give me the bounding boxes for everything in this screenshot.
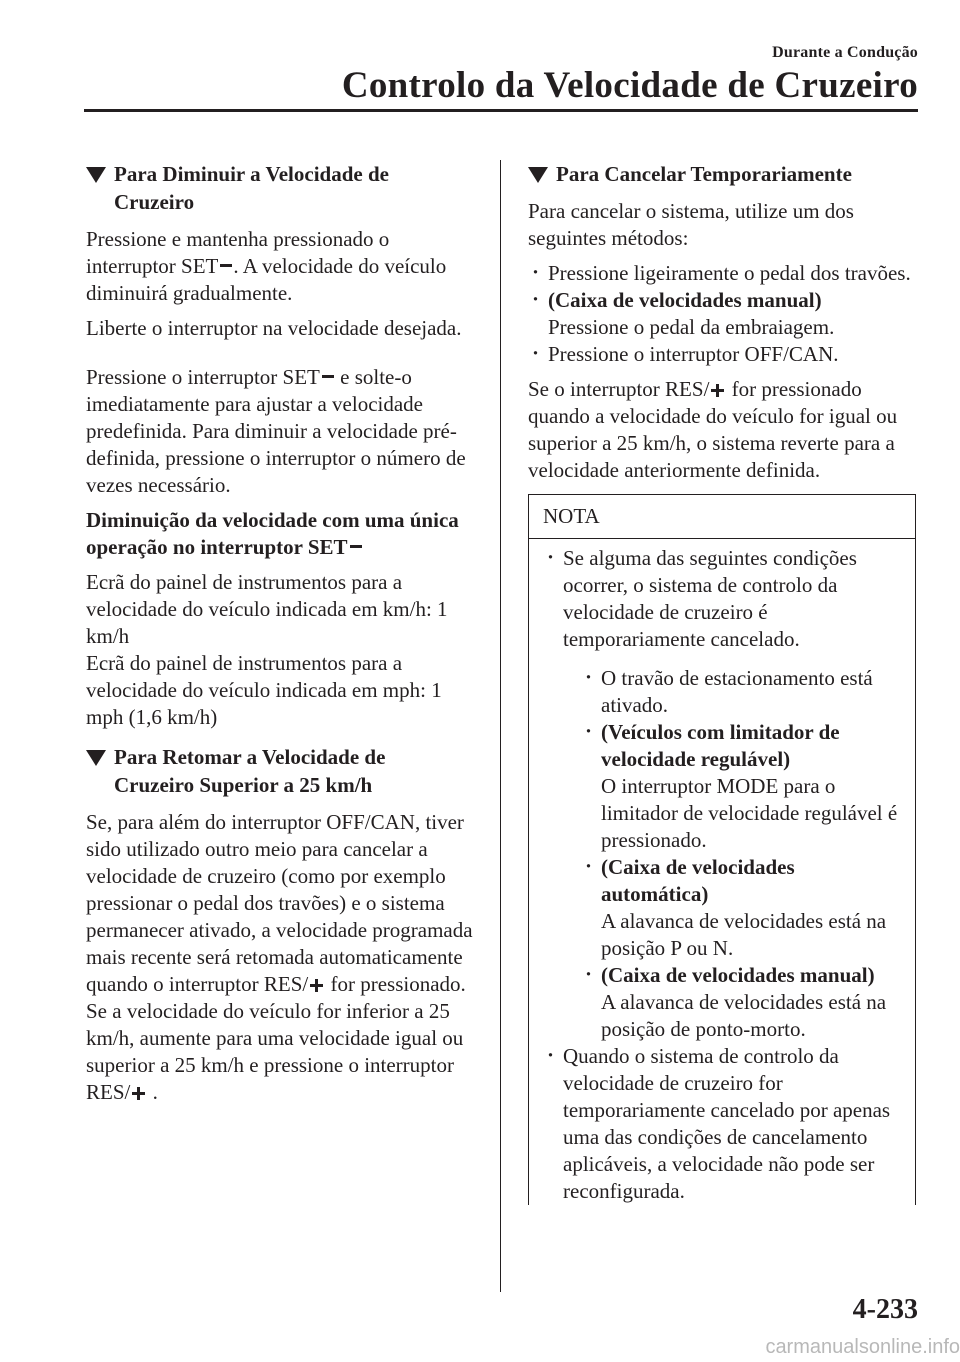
note-body	[529, 539, 915, 1205]
heading-diminuir	[86, 160, 478, 216]
list-item: · Pressione o interruptor OFF/CAN.	[528, 341, 920, 368]
list-item: · (Caixa de velocidades manual) A alavanca de velocidades está na posição de ponto-morto.	[581, 962, 901, 1043]
heading-cancelar: Para Cancelar Temporariamente	[528, 160, 920, 188]
paragraph: Para cancelar o sistema, utilize um dos seguintes métodos:	[528, 199, 854, 250]
paragraph: Ecrã do painel de instrumentos para a velocidade do veículo indicada em km/h: 1 km/h	[86, 570, 448, 648]
heading-retomar: Para Retomar a Velocidade de Cruzeiro Superior a 25 km/h	[86, 743, 478, 799]
page-title: Controlo da Velocidade de Cruzeiro	[341, 65, 918, 106]
note-box	[528, 494, 916, 1205]
paragraph: Pressione e mantenha pressionado o interruptor SET . A velocidade do veículo diminuirá gradualmente.	[86, 227, 447, 305]
triangle-marker-icon	[86, 750, 106, 766]
list-item: · O travão de estacionamento está ativado.	[581, 665, 901, 719]
list-item: · (Caixa de velocidades automática) A alavanca de velocidades está na posição P ou N.	[581, 854, 901, 962]
column-divider	[500, 160, 501, 1292]
paragraph: Pressione o interruptor SET e solte-o imediatamente para ajustar a velocidade predefinida. Para diminuir a velocidade pré-definida, pressione o interruptor o número de vezes necessário.	[86, 365, 466, 497]
cancel-methods-list	[528, 260, 920, 368]
paragraph: Liberte o interruptor na velocidade desejada.	[86, 316, 462, 340]
minus-icon	[220, 264, 232, 267]
plus-icon	[132, 1087, 145, 1100]
watermark: carmanualsonline.info	[765, 1336, 960, 1358]
plus-icon	[711, 384, 724, 397]
paragraph: Se o interruptor RES/ for pressionado quando a velocidade do veículo for igual ou superior a 25 km/h, o sistema reverte para a velocidade anteriormente definida.	[528, 377, 898, 482]
right-column	[528, 160, 920, 1205]
minus-icon	[350, 545, 362, 548]
list-item: · (Veículos com limitador de velocidade regulável) O interruptor MODE para o limitador de velocidade regulável é pressionado.	[581, 719, 901, 854]
paragraph: Se a velocidade do veículo for inferior a 25 km/h, aumente para uma velocidade igual ou superior a 25 km/h e pressione o interruptor RES/ .	[86, 999, 464, 1104]
paragraph: Se, para além do interruptor OFF/CAN, tiver sido utilizado outro meio para cancelar a velocidade de cruzeiro (como por exemplo pressionar o pedal dos travões) e o sistema permanecer ativado, a velocidade programada mais recente será retomada automaticamente quando o interruptor RES/ for pressionado.	[86, 810, 473, 996]
triangle-marker-icon	[86, 167, 106, 183]
list-item: · Quando o sistema de controlo da velocidade de cruzeiro for temporariamente cancelado por apenas uma das condições de cancelamento aplicáveis, a velocidade não pode ser reconfigurada.	[543, 1043, 901, 1205]
header-rule	[84, 109, 918, 112]
list-item: · (Caixa de velocidades manual) Pressione o pedal da embraiagem.	[528, 287, 920, 341]
paragraph: Ecrã do painel de instrumentos para a velocidade do veículo indicada em mph: 1 mph (1,6 km/h)	[86, 651, 442, 729]
heading-line1: Para Diminuir a Velocidade de	[114, 162, 389, 186]
list-item: · Se alguma das seguintes condições ocorrer, o sistema de controlo da velocidade de cruzeiro é temporariamente cancelado. · O travão de estacionamento está ativado. · (Veículos com limitador de velocidade regulável) O interruptor MODE para o limitador de velocidade regulável é pressionado. · (Caixa de velocidades automática) A alavanca de velocidades está na posição P ou N. · (Caixa de velocidades manual) A alavanca de velocidades está na posição de ponto-morto.	[543, 545, 901, 1043]
subheading-single-operation: Diminuição da velocidade com uma única operação no interruptor SET	[86, 508, 459, 559]
note-title: NOTA	[529, 495, 915, 539]
list-item: · Pressione ligeiramente o pedal dos travões.	[528, 260, 920, 287]
minus-icon	[322, 375, 334, 378]
left-column	[86, 160, 478, 1114]
section-label: Durante a Condução	[772, 44, 918, 61]
plus-icon	[310, 979, 323, 992]
heading-line2: Cruzeiro	[114, 190, 195, 214]
page-number: 4-233	[852, 1294, 918, 1325]
triangle-marker-icon	[528, 167, 548, 183]
